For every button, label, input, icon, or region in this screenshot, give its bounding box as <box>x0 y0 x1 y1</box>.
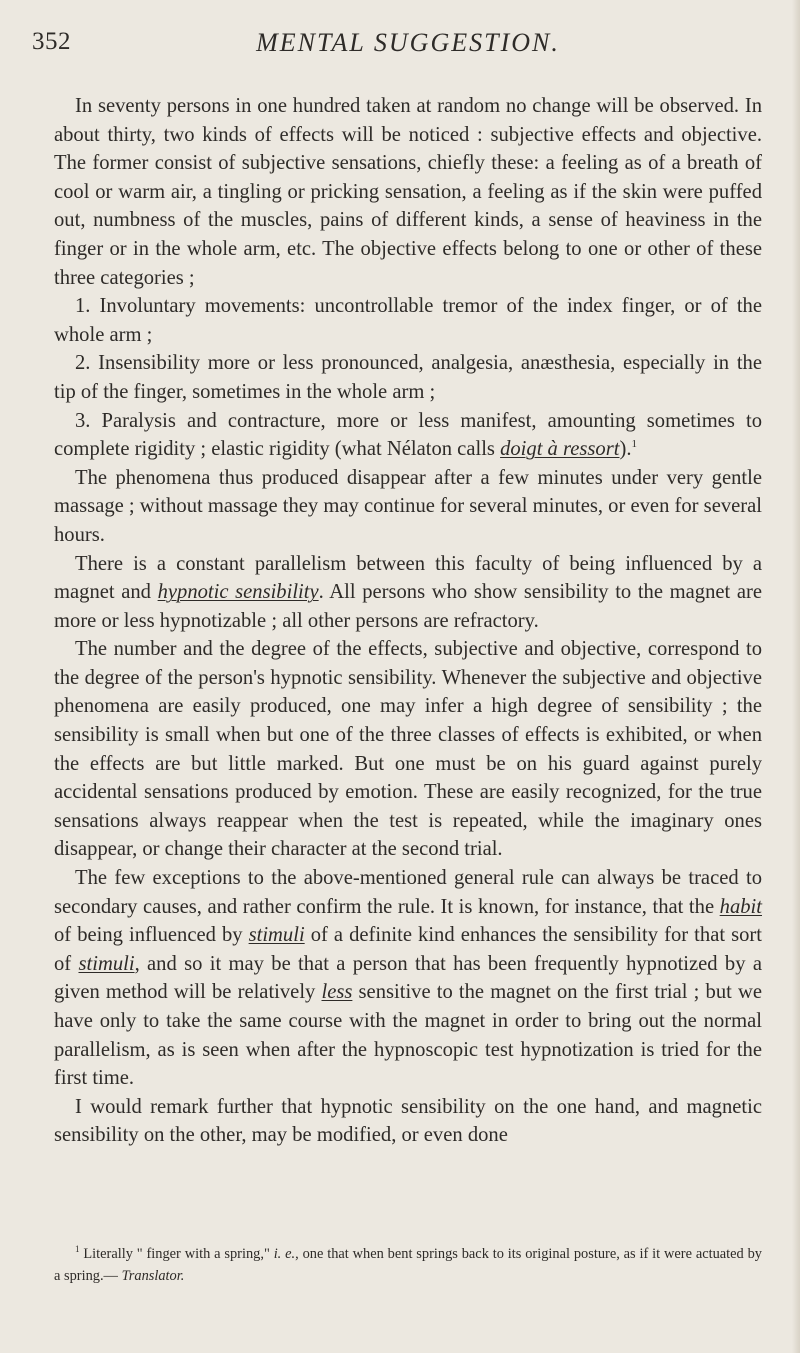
text-run: of being influenced by <box>54 924 249 947</box>
text-run: of a definite kind enhances the sensibility for that sort of <box>54 924 762 975</box>
text-run: I would remark further that hypnotic sensibility on the one hand, and magnetic sensibility on the other, may be modified, or even done <box>54 1095 762 1147</box>
emphasized-text: stimuli <box>248 924 305 947</box>
paragraph <box>54 92 762 292</box>
text-run: 1. Involuntary movements: uncontrollable tremor of the index finger, or of the whole arm ; <box>54 295 762 346</box>
emphasized-text: hypnotic sensibility <box>157 581 319 604</box>
italic-text: i. e. <box>273 1246 296 1262</box>
footnote <box>54 1243 762 1287</box>
paragraph <box>54 635 762 864</box>
body-text <box>54 92 762 1150</box>
italic-text: Translator. <box>121 1268 185 1284</box>
page-edge-shadow <box>792 0 800 1353</box>
emphasized-text: doigt à ressort <box>500 438 620 461</box>
page-number: 352 <box>32 28 71 55</box>
text-run: ). <box>619 438 632 461</box>
text-run: . All persons who show sensibility to the magnet are more or less hypnotizable ; all other persons are refractory. <box>54 581 762 632</box>
book-page <box>32 0 763 1353</box>
footnote-text <box>54 1243 762 1287</box>
footnote-marker: 1 <box>631 438 637 451</box>
text-run: The number and the degree of the effects, subjective and objective, correspond to the degree of the person's hypnotic sensibility. Whenever the subjective and objective phenomena are easily produced, one may infer a high degree of sensibility ; the sensibility is small when but one of the three classes of effects is exhibited, or when the effects are but little marked. But one must be on his guard against purely accidental sensations produced by emotion. These are easily recognized, for the true sensations always reappear when the test is repeated, while the imaginary ones disappear, or change their character at the second trial. <box>54 638 762 861</box>
emphasized-text: less <box>321 981 353 1004</box>
paragraph <box>54 464 762 550</box>
text-run: In seventy persons in one hundred taken at random no change will be observed. In about thirty, two kinds of effects will be noticed : subjective effects and objective. The former consist of subjective sensations, chiefly these: a feeling as of a breath of cool or warm air, a tingling or pricking sensation, a feeling as if the skin were puffed out, numbness of the muscles, pains of different kinds, a sense of heaviness in the finger or in the whole arm, etc. The objective effects belong to one or other of these three categories ; <box>54 95 762 289</box>
text-run: Literally " finger with a spring," <box>79 1246 274 1262</box>
text-run: The phenomena thus produced disappear after a few minutes under very gentle massage ; without massage they may continue for several minutes, or even for several hours. <box>54 466 762 546</box>
text-run: 3. Paralysis and contracture, more or less manifest, amounting sometimes to complete rigidity ; elastic rigidity (what Nélaton calls <box>54 409 762 461</box>
text-run: , and so it may be that a person that has been frequently hypnotized by a given method will be relatively <box>54 952 762 1004</box>
paragraph <box>54 864 762 1093</box>
emphasized-text: stimuli <box>78 952 135 975</box>
emphasized-text: habit <box>719 895 762 918</box>
paragraph <box>54 1093 762 1150</box>
text-run: There is a constant parallelism between this faculty of being influenced by a magnet and <box>54 552 762 604</box>
paragraph <box>54 407 762 464</box>
paragraph <box>54 292 762 349</box>
footnote-marker: 1 <box>75 1244 80 1255</box>
text-run: 2. Insensibility more or less pronounced, analgesia, anæsthesia, especially in the tip of the finger, sometimes in the whole arm ; <box>54 352 762 403</box>
running-head: MENTAL SUGGESTION. <box>256 28 560 57</box>
text-run: , one that when bent springs back to its original posture, as if it were actuated by a spring.— <box>54 1246 762 1284</box>
text-run: The few exceptions to the above-mentioned general rule can always be traced to secondary causes, and rather confirm the rule. It is known, for instance, that the <box>54 867 762 918</box>
paragraph <box>54 550 762 636</box>
text-run: sensitive to the magnet on the first trial ; but we have only to take the same course with the magnet in order to bring out the normal parallelism, as is seen when after the hypnoscopic test hypnotization is tried for the first time. <box>54 981 763 1090</box>
paragraph <box>54 349 762 406</box>
